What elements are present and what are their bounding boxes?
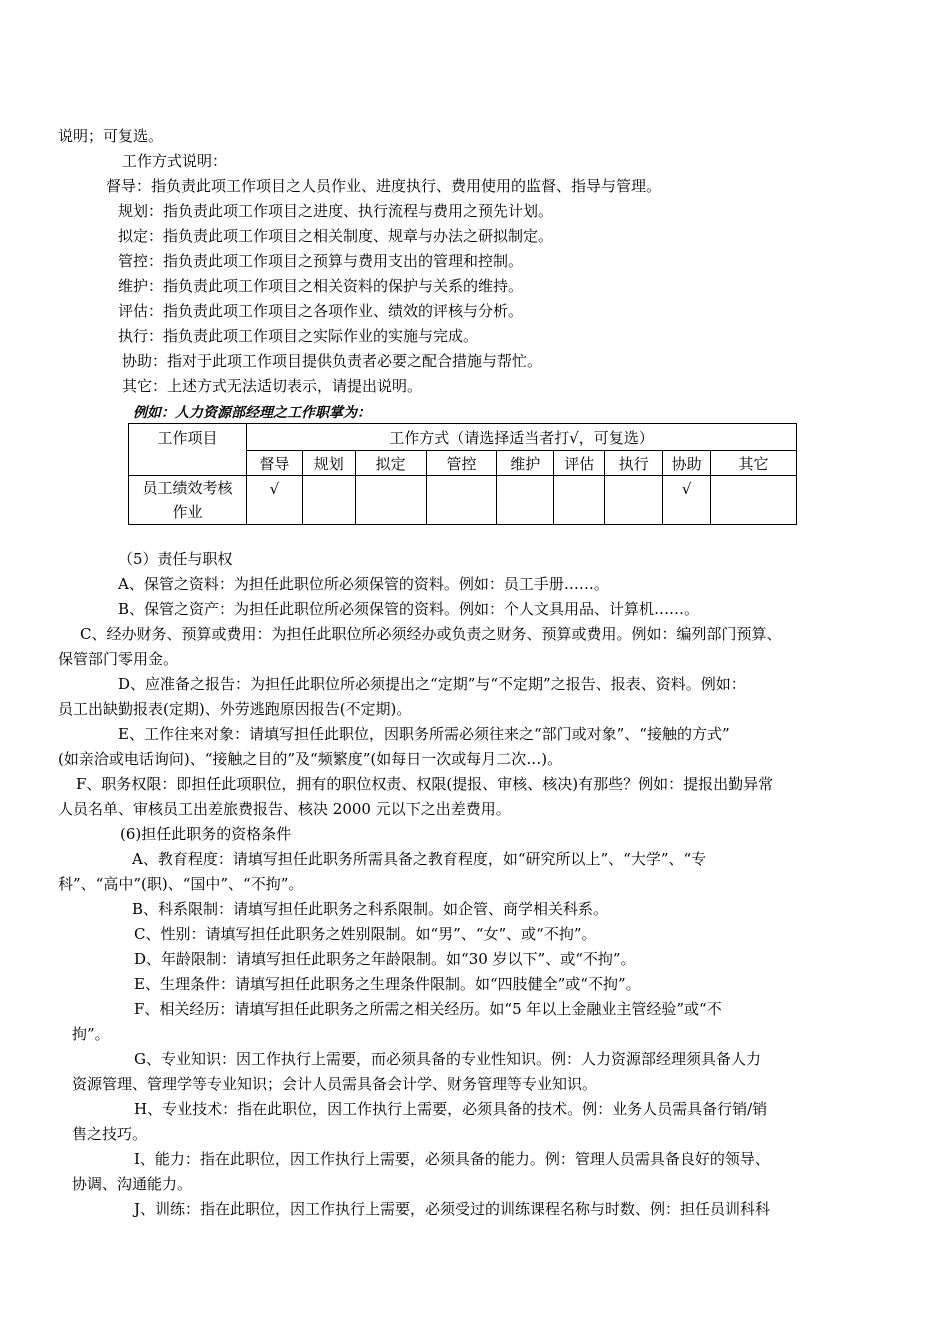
text-line: I、能力：指在此职位，因工作执行上需要，必须具备的能力。例：管理人员需具备良好的领导、 (134, 1150, 770, 1168)
text-line: D、应准备之报告：为担任此职位所必须提出之“定期”与“不定期”之报告、报表、资料。例如： (118, 675, 746, 693)
mark-cell (355, 476, 426, 525)
mark-cell (426, 476, 497, 525)
text-line: 拘”。 (72, 1025, 110, 1043)
text-line: H、专业技术：指在此职位，因工作执行上需要，必须具备的技术。例：业务人员需具备行销/销 (134, 1100, 768, 1118)
text-line: B、科系限制：请填写担任此职务之科系限制。如企管、商学相关科系。 (132, 900, 609, 918)
text-line: 评估：指负责此项工作项目之各项作业、绩效的评核与分析。 (118, 302, 524, 320)
text-line: 员工出缺勤报表(定期)、外劳逃跑原因报告(不定期)。 (58, 700, 412, 718)
row-work-item (129, 476, 247, 525)
text-line: 售之技巧。 (72, 1125, 148, 1143)
text-line: 其它：上述方式无法适切表示，请提出说明。 (122, 377, 423, 395)
mark-cell (497, 476, 554, 525)
text-line: 科”、“高中”(职)、“国中”、“不拘”。 (58, 875, 304, 893)
text-line: 执行：指负责此项工作项目之实际作业的实施与完成。 (118, 327, 479, 345)
mode-header: 评估 (554, 451, 605, 476)
text-line: J、训练：指在此职位，因工作执行上需要，必须受过的训练课程名称与时数、例：担任员训科科 (134, 1200, 771, 1218)
mode-header: 拟定 (355, 451, 426, 476)
text-line: 协调、沟通能力。 (72, 1175, 193, 1193)
header-work-item: 工作项目 (129, 424, 247, 476)
text-line: (如亲洽或电话询问)、“接触之目的”及“频繁度”(如每日一次或每月二次…)。 (58, 750, 563, 768)
text-line: A、教育程度：请填写担任此职务所需具备之教育程度，如“研究所以上”、“大学”、“专 (132, 850, 707, 868)
mode-header: 其它 (711, 451, 797, 476)
header-work-mode: 工作方式（请选择适当者打√，可复选） (246, 424, 796, 451)
text-line: A、保管之资料：为担任此职位所必须保管的资料。例如：员工手册……。 (118, 575, 609, 593)
mark-cell (711, 476, 797, 525)
text-line: 规划：指负责此项工作项目之进度、执行流程与费用之预先计划。 (118, 202, 554, 220)
mark-cell (605, 476, 663, 525)
mark-cell (554, 476, 605, 525)
text-line: 管控：指负责此项工作项目之预算与费用支出的管理和控制。 (118, 252, 524, 270)
text-line: G、专业知识：因工作执行上需要，而必须具备的专业性知识。例：人力资源部经理须具备人力 (134, 1050, 761, 1068)
table-caption: 例如：人力资源部经理之工作职掌为： (133, 405, 371, 421)
row-work-item-text: 员工绩效考核作业 (142, 479, 233, 521)
text-line: D、年龄限制：请填写担任此职务之年龄限制。如“30 岁以下”、或“不拘”。 (134, 950, 636, 968)
text-line: B、保管之资产：为担任此职位所必须保管的资料。例如：个人文具用品、计算机……。 (118, 600, 700, 618)
mark-cell (246, 476, 302, 525)
section-heading: (6)担任此职务的资格条件 (120, 825, 292, 843)
check-mark: √ (681, 480, 692, 498)
text-line: 保管部门零用金。 (58, 650, 179, 668)
mode-header: 协助 (663, 451, 711, 476)
text-line: 督导：指负责此项工作项目之人员作业、进度执行、费用使用的监督、指导与管理。 (106, 177, 662, 195)
mark-cell (663, 476, 711, 525)
text-line: 拟定：指负责此项工作项目之相关制度、规章与办法之研拟制定。 (118, 227, 554, 245)
table-row (129, 476, 797, 525)
text-line: E、生理条件：请填写担任此职务之生理条件限制。如“四肢健全”或“不拘”。 (134, 975, 641, 993)
text-line: 说明；可复选。 (58, 127, 164, 145)
text-line: C、性别：请填写担任此职务之姓别限制。如“男”、“女”、或“不拘”。 (134, 925, 597, 943)
mode-header: 督导 (246, 451, 302, 476)
text-line: 维护：指负责此项工作项目之相关资料的保护与关系的维持。 (118, 277, 524, 295)
text-line: 人员名单、审核员工出差旅费报告、核决 2000 元以下之出差费用。 (58, 800, 511, 818)
mode-header: 执行 (605, 451, 663, 476)
text-line: 工作方式说明： (122, 152, 228, 170)
mode-header: 维护 (497, 451, 554, 476)
text-line: 资源管理、管理学等专业知识；会计人员需具备会计学、财务管理等专业知识。 (72, 1075, 598, 1093)
mode-header: 管控 (426, 451, 497, 476)
section-heading: （5）责任与职权 (118, 550, 233, 568)
text-line: F、相关经历：请填写担任此职务之所需之相关经历。如“5 年以上金融业主管经验”或“不 (134, 1000, 722, 1018)
work-mode-table (128, 423, 797, 525)
mode-header: 规划 (302, 451, 355, 476)
mark-cell (302, 476, 355, 525)
text-line: E、工作往来对象：请填写担任此职位，因职务所需必须往来之“部门或对象”、“接触的方式” (118, 725, 730, 743)
text-line: 协助：指对于此项工作项目提供负责者必要之配合措施与帮忙。 (122, 352, 543, 370)
text-line: C、经办财务、预算或费用：为担任此职位所必须经办或负责之财务、预算或费用。例如：编列部门预算、 (80, 625, 782, 643)
check-mark: √ (269, 480, 280, 498)
text-line: F、职务权限：即担任此项职位，拥有的职位权责、权限(提报、审核、核决)有那些？例如：提报出勤异常 (76, 775, 774, 793)
